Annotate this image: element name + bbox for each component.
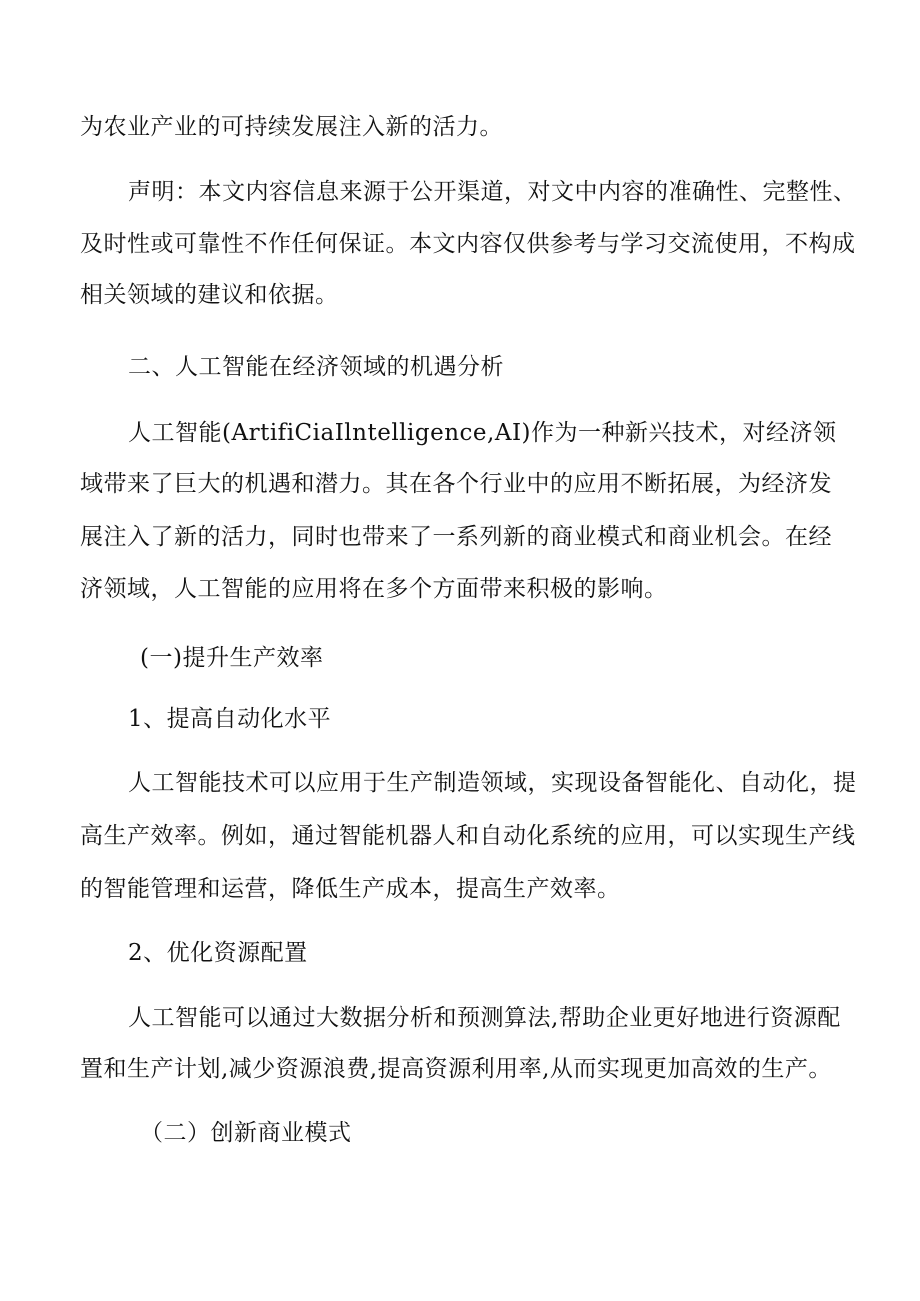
- subsection-heading: （二）创新商业模式: [140, 1120, 352, 1146]
- paragraph-line: 高生产效率。例如，通过智能机器人和自动化系统的应用，可以实现生产线: [80, 823, 856, 849]
- paragraph-line: 的智能管理和运营，降低生产成本，提高生产效率。: [80, 876, 621, 902]
- paragraph-line: 为农业产业的可持续发展注入新的活力。: [80, 114, 503, 140]
- subsection-heading: (一)提升生产效率: [140, 645, 324, 671]
- paragraph-line: 相关领域的建议和依据。: [80, 282, 339, 308]
- paragraph-line: 济领域，人工智能的应用将在多个方面带来积极的影响。: [80, 576, 668, 602]
- paragraph-line: 展注入了新的活力，同时也带来了一系列新的商业模式和商业机会。在经: [80, 524, 832, 550]
- item-title: 1、提高自动化水平: [128, 706, 332, 732]
- paragraph-line: 及时性或可靠性不作任何保证。本文内容仅供参考与学习交流使用，不构成: [80, 231, 856, 257]
- paragraph-line: 人工智能可以通过大数据分析和预测算法,帮助企业更好地进行资源配: [128, 1005, 841, 1031]
- paragraph-line: 置和生产计划,减少资源浪费,提高资源利用率,从而实现更加高效的生产。: [80, 1056, 832, 1082]
- paragraph-line: 人工智能(ArtifiCiaIlntelligence,AI)作为一种新兴技术，对经济领: [128, 420, 837, 446]
- paragraph-line: 声明：本文内容信息来源于公开渠道，对文中内容的准确性、完整性、: [128, 179, 857, 205]
- section-heading: 二、人工智能在经济领域的机遇分析: [128, 354, 504, 380]
- item-title: 2、优化资源配置: [128, 940, 308, 966]
- paragraph-line: 人工智能技术可以应用于生产制造领域，实现设备智能化、自动化，提: [128, 770, 857, 796]
- paragraph-line: 域带来了巨大的机遇和潜力。其在各个行业中的应用不断拓展，为经济发: [80, 471, 832, 497]
